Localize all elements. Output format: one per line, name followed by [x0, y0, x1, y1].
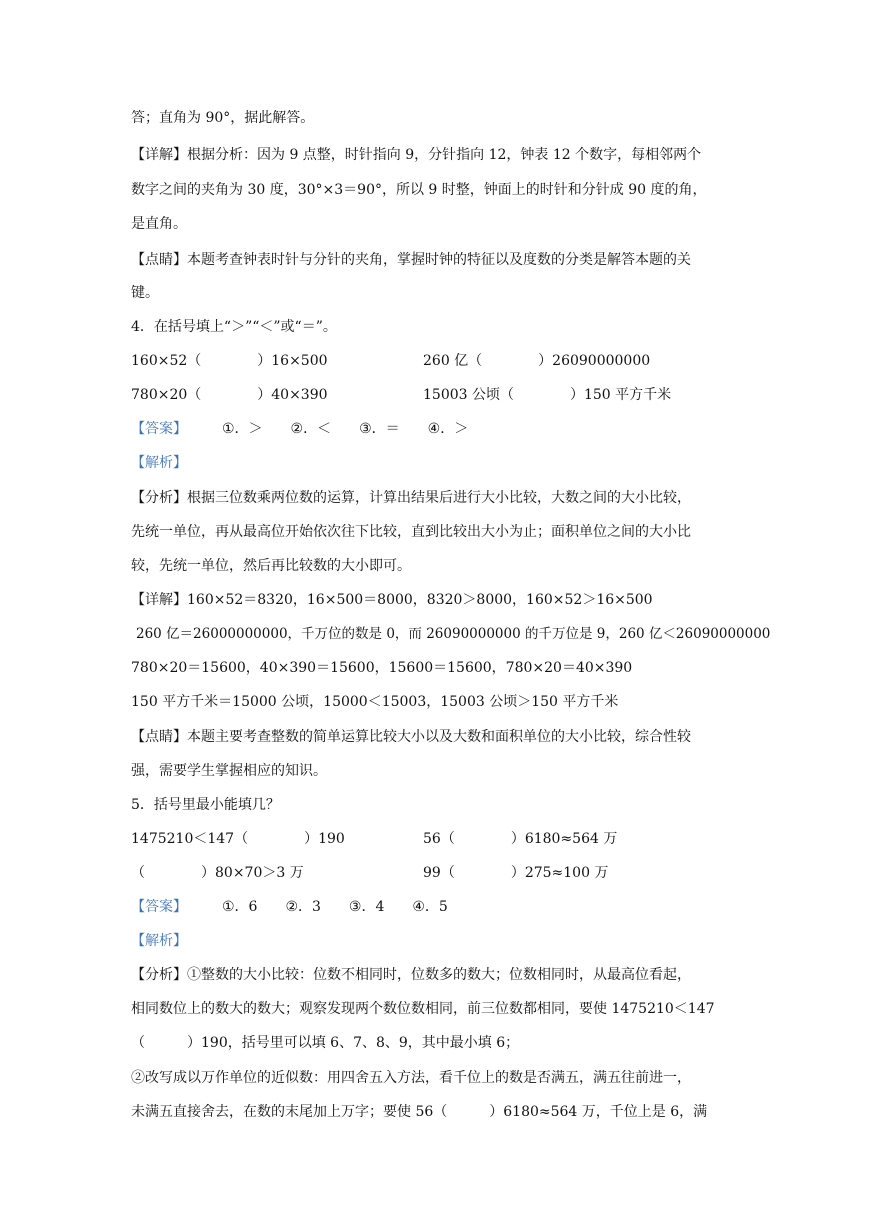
text-line: 260 亿＝26000000000，千万位的数是 0，而 26090000000 的千万位是 9，260 亿＜26090000000: [136, 626, 771, 642]
q5-item-4: 99（ ）275≈100 万: [423, 865, 609, 881]
q4-item-2: 260 亿（ ）26090000000: [423, 353, 651, 369]
text-line: 强，需要学生掌握相应的知识。: [131, 763, 327, 779]
q4-item-3: 780×20（ ）40×390: [131, 387, 328, 403]
q4-answer-tag: 【答案】: [131, 421, 187, 437]
text-line: 键。: [131, 285, 159, 301]
question-5-title: 5．括号里最小能填几？: [131, 797, 280, 813]
text-line: 【详解】160×52＝8320，16×500＝8000，8320＞8000，160×52＞16×500: [131, 592, 653, 608]
q5-item-2: 56（ ）6180≈564 万: [423, 831, 618, 847]
q5-item-3: （ ）80×70＞3 万: [131, 865, 304, 881]
q5-answers: ①．6 ②．3 ③．4 ④．5: [222, 899, 448, 915]
text-line: 答；直角为 90°，据此解答。: [131, 110, 315, 126]
q5-answer-tag: 【答案】: [131, 899, 187, 915]
text-line: 【点睛】本题考查钟表时针与分针的夹角，掌握时钟的特征以及度数的分类是解答本题的关: [131, 252, 691, 268]
q4-item-1: 160×52（ ）16×500: [131, 353, 328, 369]
q5-analysis-tag: 【解析】: [131, 933, 187, 949]
text-line: 未满五直接舍去，在数的末尾加上万字；要使 56（ ）6180≈564 万，千位上是 6，满: [131, 1104, 708, 1120]
text-line: 150 平方千米＝15000 公顷，15000＜15003，15003 公顷＞150 平方千米: [131, 694, 619, 710]
q4-analysis-tag: 【解析】: [131, 455, 187, 471]
text-line: 先统一单位，再从最高位开始依次往下比较，直到比较出大小为止；面积单位之间的大小比: [131, 524, 691, 540]
q4-item-4: 15003 公顷（ ）150 平方千米: [423, 387, 672, 403]
text-line: ②改写成以万作单位的近似数：用四舍五入方法，看千位上的数是否满五，满五往前进一，: [131, 1070, 691, 1086]
q5-item-1: 1475210＜147（ ）190: [131, 831, 345, 847]
text-line: 【详解】根据分析：因为 9 点整，时针指向 9，分针指向 12，钟表 12 个数字，每相邻两个: [131, 147, 702, 163]
text-line: 数字之间的夹角为 30 度，30°×3＝90°，所以 9 时整，钟面上的时针和分针成 90 度的角，: [131, 182, 707, 198]
text-line: 【点睛】本题主要考查整数的简单运算比较大小以及大数和面积单位的大小比较，综合性较: [131, 729, 691, 745]
text-line: 较，先统一单位，然后再比较数的大小即可。: [131, 558, 411, 574]
q4-answers: ①．＞ ②．＜ ③．＝ ④．＞: [222, 421, 469, 437]
text-line: （ ）190，括号里可以填 6、7、8、9，其中最小填 6；: [131, 1035, 520, 1051]
text-line: 相同数位上的数大的数大；观察发现两个数位数相同，前三位数都相同，要使 1475210＜147: [131, 1001, 715, 1017]
text-line: 【分析】①整数的大小比较：位数不相同时，位数多的数大；位数相同时，从最高位看起，: [131, 967, 691, 983]
text-line: 【分析】根据三位数乘两位数的运算，计算出结果后进行大小比较，大数之间的大小比较，: [131, 490, 691, 506]
question-4-title: 4．在括号填上“＞”“＜”或“＝”。: [131, 319, 337, 335]
text-line: 是直角。: [131, 216, 187, 232]
text-line: 780×20＝15600，40×390＝15600，15600＝15600，780×20＝40×390: [131, 660, 633, 676]
